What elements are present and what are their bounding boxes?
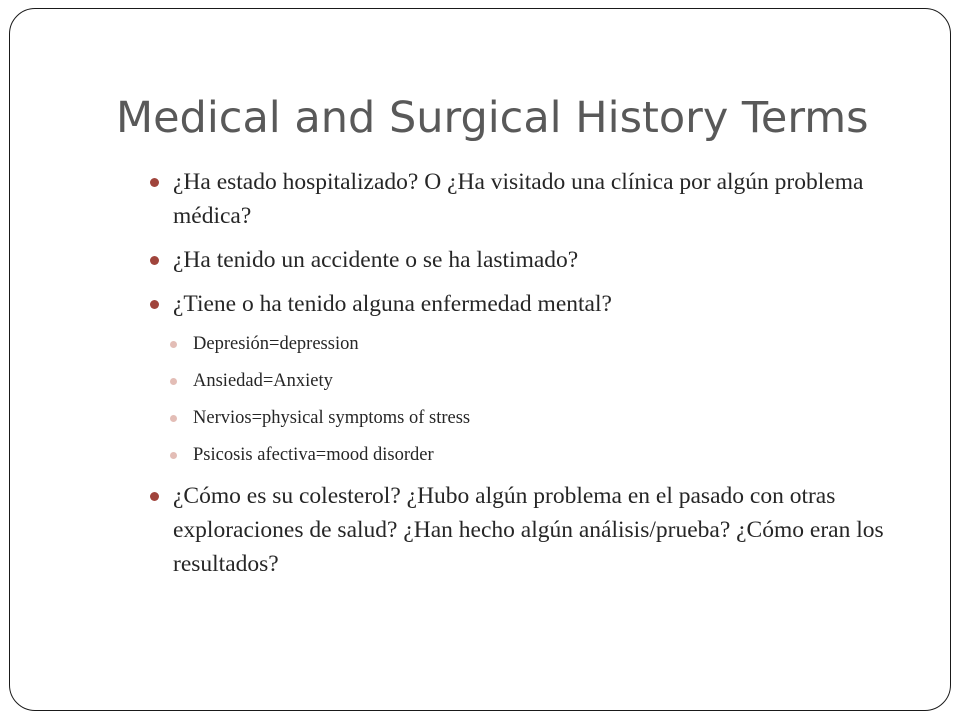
list-item xyxy=(150,243,940,277)
sub-bullet-text: Ansiedad=Anxiety xyxy=(193,371,333,391)
sub-list-item xyxy=(170,368,940,394)
sub-list-item xyxy=(170,405,940,431)
sub-bullet-dot-icon xyxy=(170,378,177,385)
list-item xyxy=(150,287,940,321)
list-item xyxy=(150,165,940,233)
slide-title: Medical and Surgical History Terms xyxy=(116,93,869,143)
bullet-text: ¿Cómo es su colesterol? ¿Hubo algún problema en el pasado con otras exploraciones de salud? ¿Han hecho algún análisis/prueba? ¿Cómo eran los resultados? xyxy=(173,483,884,577)
sub-bullet-dot-icon xyxy=(170,415,177,422)
bullet-list xyxy=(150,165,940,591)
bullet-dot-icon xyxy=(150,256,159,265)
sub-bullet-text: Depresión=depression xyxy=(193,334,359,354)
bullet-text: ¿Tiene o ha tenido alguna enfermedad mental? xyxy=(173,291,612,317)
bullet-dot-icon xyxy=(150,492,159,501)
bullet-text: ¿Ha tenido un accidente o se ha lastimado? xyxy=(173,247,579,273)
sub-bullet-dot-icon xyxy=(170,341,177,348)
sub-list-item xyxy=(170,442,940,468)
sub-bullet-text: Psicosis afectiva=mood disorder xyxy=(193,445,434,465)
sub-bullet-text: Nervios=physical symptoms of stress xyxy=(193,408,471,428)
bullet-text: ¿Ha estado hospitalizado? O ¿Ha visitado una clínica por algún problema médica? xyxy=(173,169,864,229)
sub-bullet-dot-icon xyxy=(170,452,177,459)
bullet-dot-icon xyxy=(150,300,159,309)
list-item xyxy=(150,479,940,581)
bullet-dot-icon xyxy=(150,178,159,187)
sub-list-item xyxy=(170,331,940,357)
slide-frame xyxy=(9,8,951,711)
